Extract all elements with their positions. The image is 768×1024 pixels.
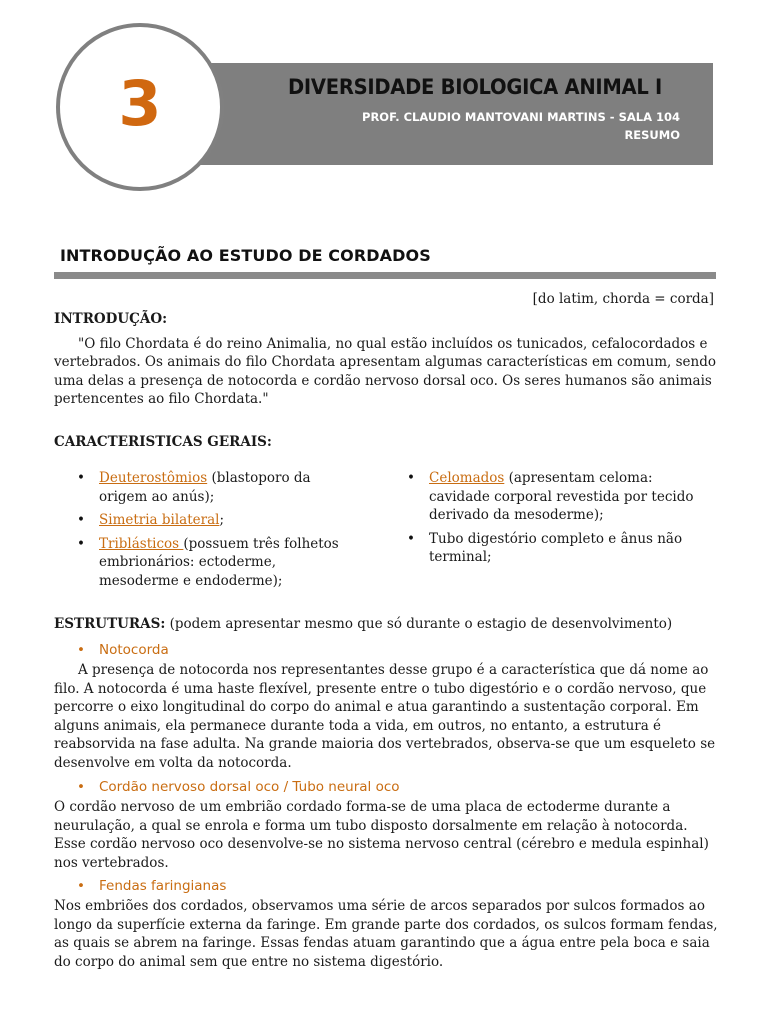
pharyngeal-slits-paragraph: Nos embriões dos cordados, observamos uma série de arcos separados por sulcos formados ao longo da superfície externa da faringe. Em grande parte dos cordados, os sulcos formam fendas, as quais se abrem na faringe. Essas fendas atuam garantindo que a água entre pela boca e saia do corpo do animal sem que entre no sistema digestório. [54, 898, 718, 970]
list-item: • Deuterostômios (blastoporo da origem ao anús); [54, 469, 344, 506]
deuterostomes-link[interactable]: Deuterostômios [99, 470, 208, 486]
intro-paragraph: "O filo Chordata é do reino Animalia, no qual estão incluídos os tunicados, cefalocordados e vertebrados. Os animais do filo Chordata apresentam algumas características em comum, sendo uma delas a presença de notocorda e cordão nervoso dorsal oco. Os seres humanos são animais pertencentes ao filo Chordata." [54, 335, 716, 407]
notochord-heading: • Notocorda [77, 642, 169, 658]
notochord-paragraph: A presença de notocorda nos representantes desse grupo é a característica que dá nome ao filo. A notocorda é uma haste flexível, presente entre o tubo digestório e o cordão nervoso, que percorre o eixo longitudinal do corpo do animal e atua garantindo a sustentação corporal. Em alguns animais, ela permanece durante toda a vida, em outros, no entanto, a estrutura é reabsorvida na fase adulta. Na grande maioria dos vertebrados, observa-se que um esqueleto se desenvolve em volta da notocorda. [54, 662, 716, 771]
pharyngeal-slits-heading: • Fendas faringianas [77, 878, 226, 894]
chapter-number: 3 [118, 66, 162, 140]
section-divider [54, 272, 716, 279]
section-title: INTRODUÇÃO AO ESTUDO DE CORDADOS [60, 246, 431, 265]
intro-block [54, 310, 722, 409]
professor-line: PROF. CLAUDIO MANTOVANI MARTINS - SALA 104 [362, 110, 680, 124]
triploblastic-link[interactable]: Triblásticos [99, 535, 184, 552]
document-subtitle: RESUMO [624, 128, 680, 142]
characteristics-right-column [407, 469, 707, 572]
list-item: • Triblásticos (possuem três folhetos embrionários: ectoderme, mesoderme e endoderme); [54, 535, 344, 591]
list-item: • Tubo digestório completo e ânus não terminal; [384, 530, 707, 567]
characteristics-heading: CARACTERISTICAS GERAIS: [54, 434, 272, 450]
structures-heading: ESTRUTURAS: (podem apresentar mesmo que só durante o estagio de desenvolvimento) [54, 616, 673, 632]
coelomates-link[interactable]: Celomados [429, 470, 505, 486]
list-item: • Simetria bilateral; [54, 511, 344, 530]
nerve-cord-paragraph: O cordão nervoso de um embrião cordado forma-se de uma placa de ectoderme durante a neurulação, a qual se enrola e forma um tubo disposto dorsalmente em relação à notocorda. Esse cordão nervoso oco desenvolve-se no sistema nervoso central (cérebro e medula espinhal) nos vertebrados. [54, 799, 709, 871]
document-title: DIVERSIDADE BIOLOGICA ANIMAL I [288, 75, 663, 99]
bilateral-symmetry-link[interactable]: Simetria bilateral [99, 512, 220, 528]
list-item: • Celomados (apresentam celoma: cavidade corporal revestida por tecido derivado da mesoderme); [384, 469, 707, 525]
characteristics-left-column [54, 469, 344, 595]
etymology-note: [do latim, chorda = corda] [532, 291, 714, 307]
nerve-cord-heading: • Cordão nervoso dorsal oco / Tubo neural oco [77, 779, 400, 795]
intro-heading: INTRODUÇÃO: [54, 311, 168, 327]
